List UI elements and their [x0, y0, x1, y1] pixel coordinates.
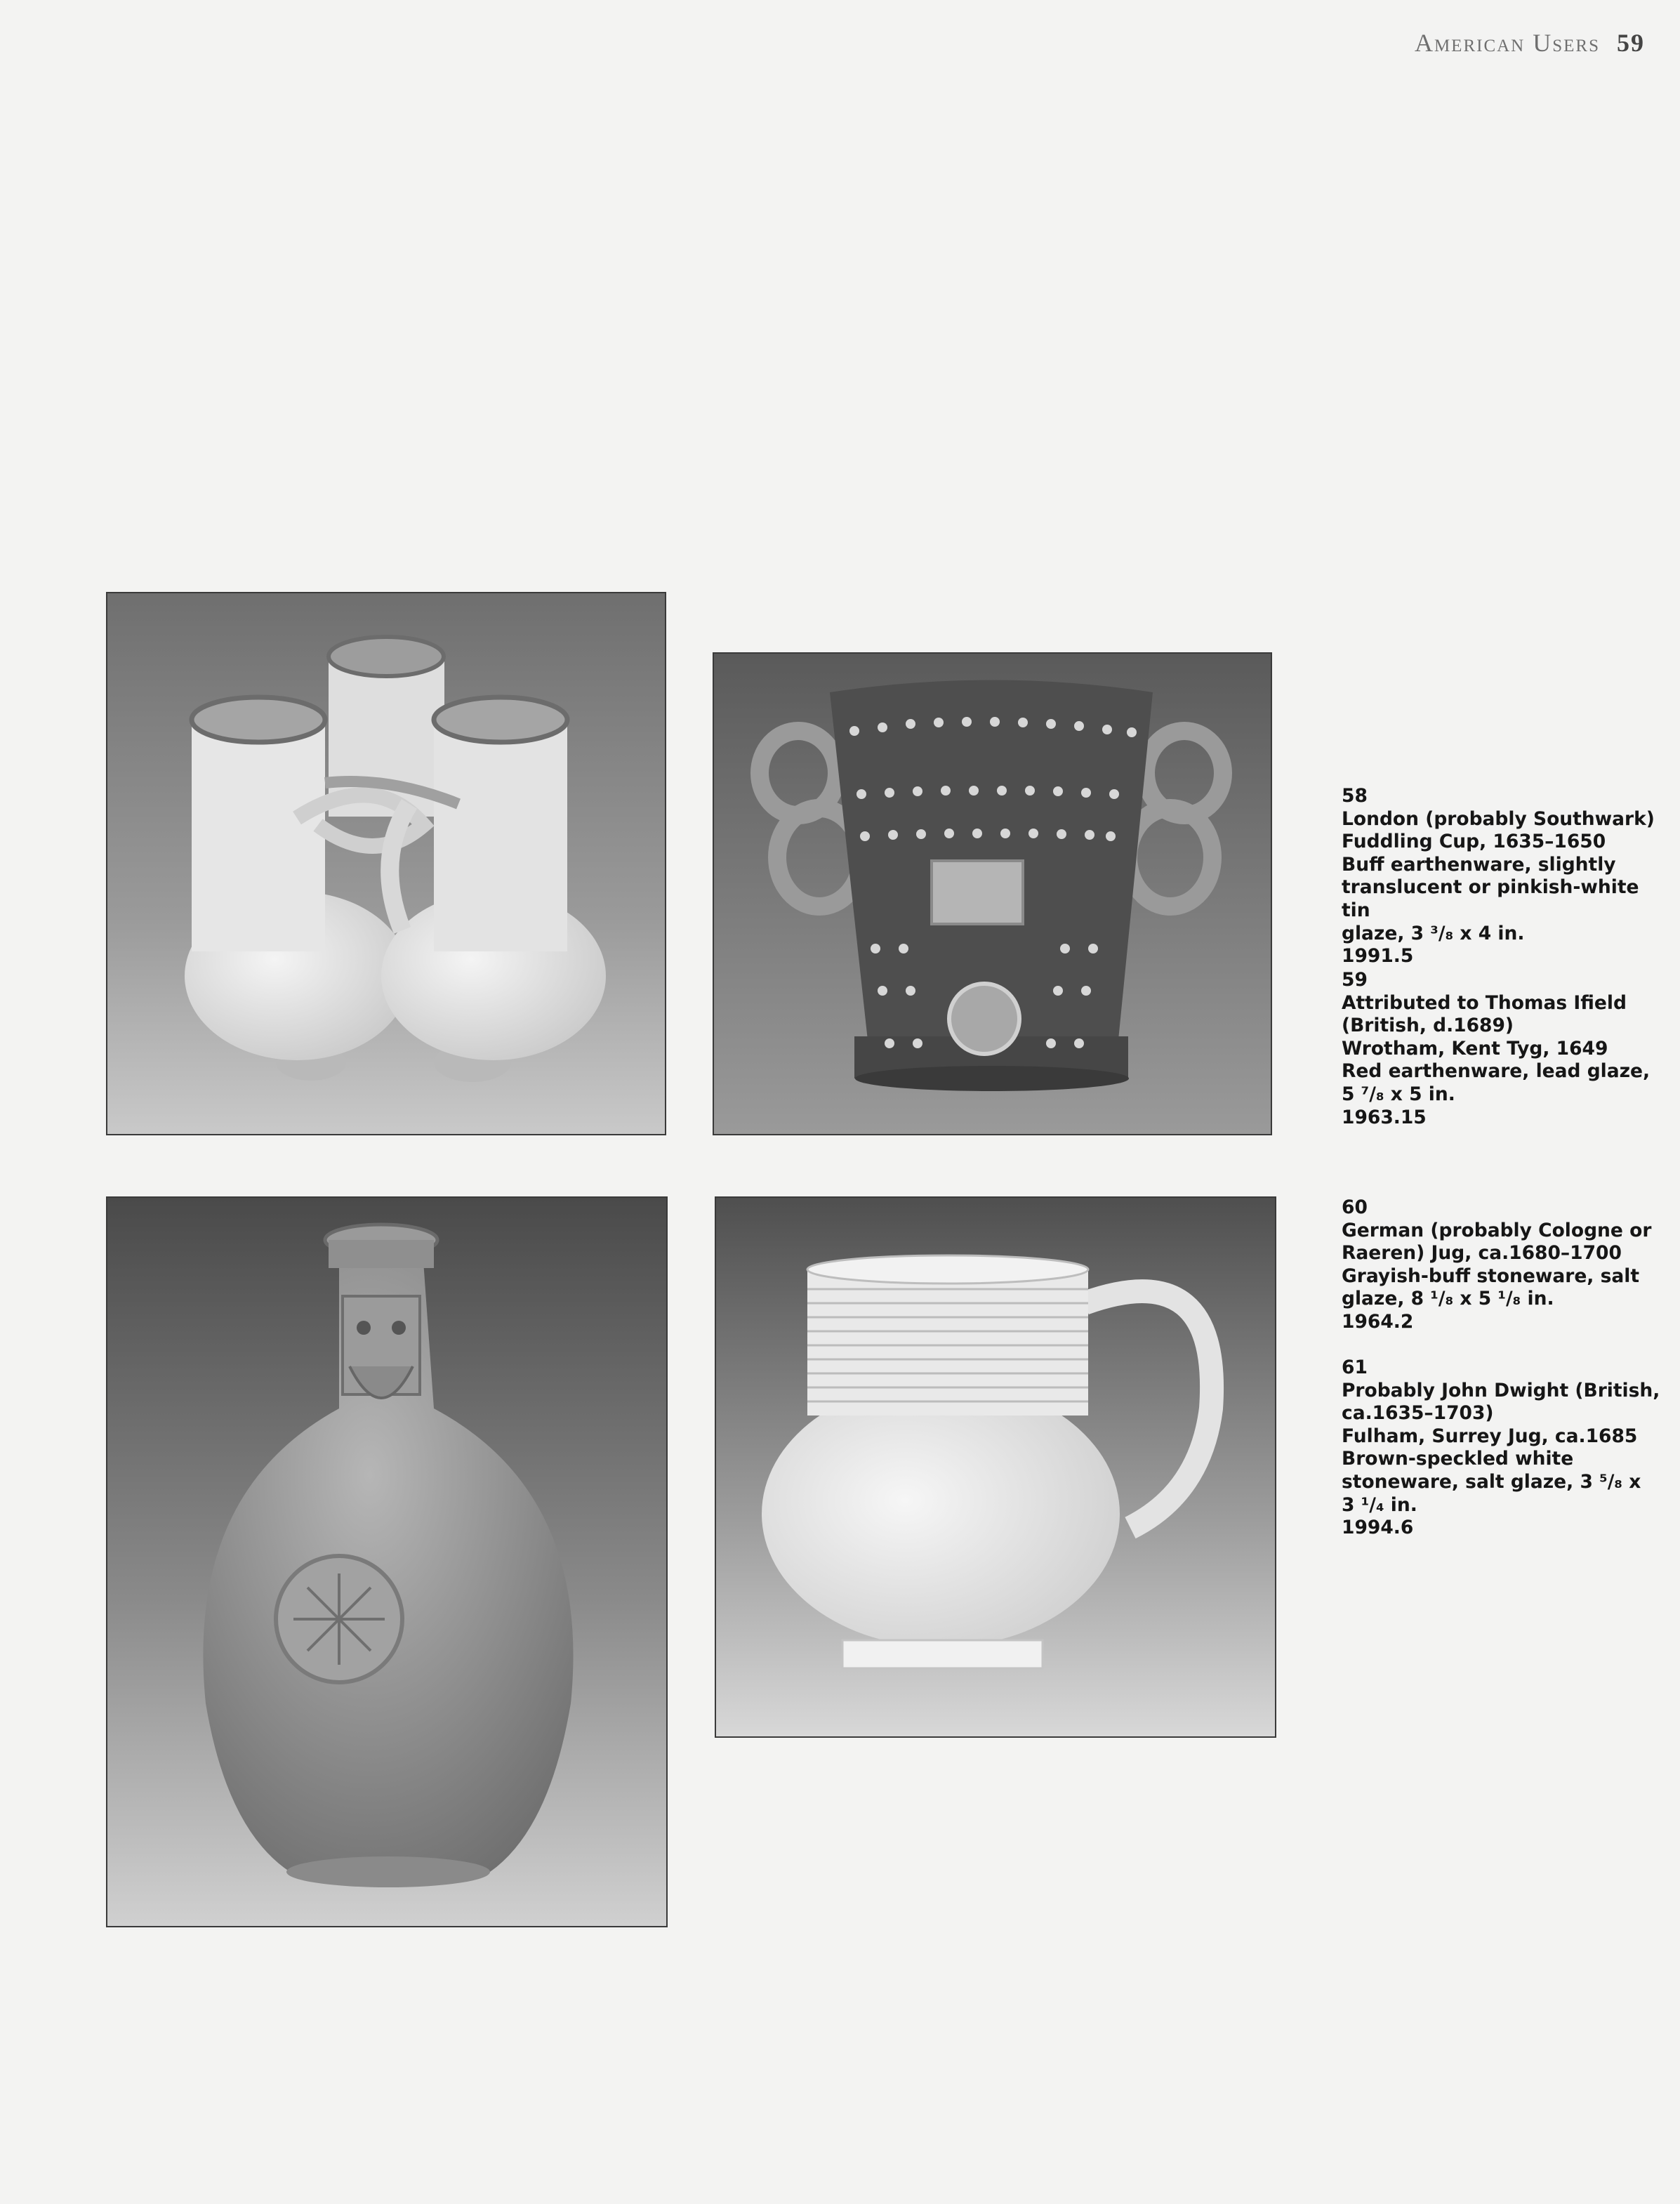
wrotham-tyg-photo: [713, 652, 1272, 1135]
catalog-number: 61: [1342, 1357, 1368, 1378]
fuddling-cup-photo: [106, 592, 666, 1135]
caption-text: Attributed to Thomas Ifield (British, d.1689) Wrotham, Kent Tyg, 1649 Red earthenware, lead glaze, 5 ⁷/₈ x 5 in.: [1342, 991, 1651, 1105]
caption-text: Probably John Dwight (British, ca.1635–1703) Fulham, Surrey Jug, ca.1685 Brown-speckled white stoneware, salt glaze, 3 ⁵/₈ x 3 ¹/₄ in.: [1342, 1379, 1660, 1516]
accession-number: 1964.2: [1342, 1310, 1414, 1333]
caption-text: German (probably Cologne or Raeren) Jug, ca.1680–1700 Grayish-buff stoneware, salt glaze, 8 ¹/₈ x 5 ¹/₈ in.: [1342, 1219, 1652, 1310]
caption-60: [1342, 1196, 1665, 1334]
running-title: American Users: [1414, 29, 1600, 57]
accession-number: 1994.6: [1342, 1517, 1414, 1539]
catalog-number: 59: [1342, 969, 1368, 991]
caption-59: [1342, 969, 1665, 1129]
caption-text: London (probably Southwark) Fuddling Cup, 1635–1650 Buff earthenware, slightly translucent or pinkish-white tin glaze, 3 ³/₈ x 4 in.: [1342, 807, 1655, 944]
caption-58: [1342, 785, 1665, 968]
accession-number: 1963.15: [1342, 1106, 1427, 1128]
caption-61: [1342, 1357, 1665, 1540]
catalog-number: 60: [1342, 1196, 1368, 1218]
dwight-jug-photo: [715, 1196, 1276, 1738]
running-head: [1415, 28, 1645, 58]
bellarmine-jug-photo: [106, 1196, 668, 1927]
catalog-number: 58: [1342, 785, 1368, 807]
accession-number: 1991.5: [1342, 945, 1414, 968]
page-number: 59: [1617, 29, 1645, 57]
